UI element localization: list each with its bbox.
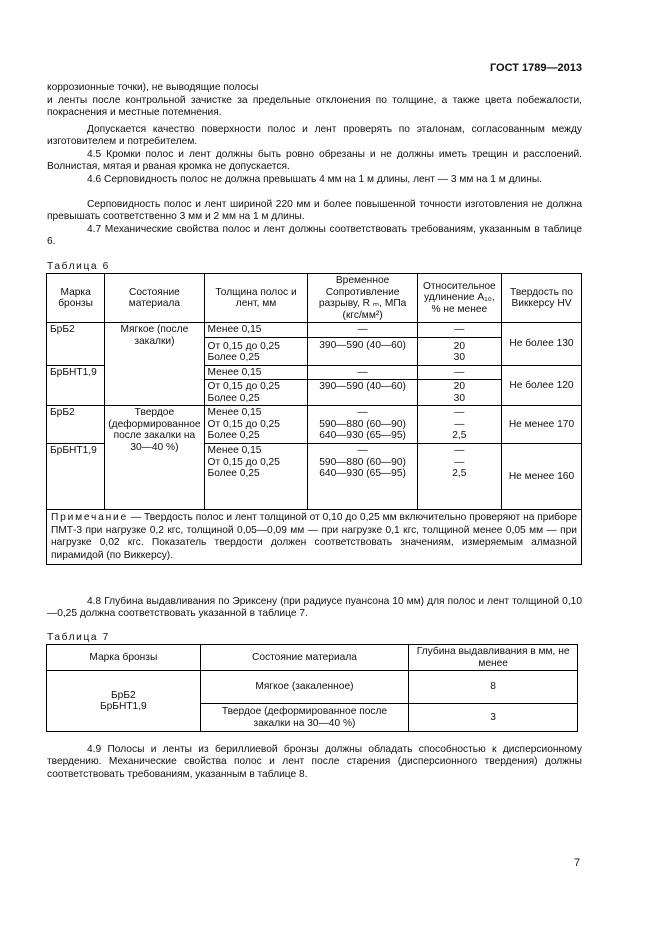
hardness-cell: Не более 120 [501,365,581,406]
paragraph-continuation: коррозионные точки), не выводящие полосы [47,82,259,93]
table-6-caption: Таблица 6 [47,261,110,272]
hardness-cell: Не более 130 [501,323,581,366]
paragraph-camber-precision: Серповидность полос и лент шириной 220 мм и более повышенной точности изготовления не должна превышать соответственно 3 мм и 2 мм на 1 м длины. [47,199,582,223]
paragraph-4-7: 4.7 Механические свойства полос и лент должны соответствовать требованиям, указанным в таблице 6. [47,224,582,248]
thickness-cell: Менее 0,15 От 0,15 до 0,25 Более 0,25 [204,406,308,444]
header-grade: Марка бронзы [47,274,105,323]
thickness-cell: Менее 0,15 [204,323,308,338]
paragraph-4-9: 4.9 Полосы и ленты из бериллиевой бронзы должны обладать способностью к дисперсионному твердению. Механические свойства полос и лент после старения (дисперсионного твердения) должны соответствовать требованиям, указанным в таблице 8. [47,744,582,780]
grade-cell: БрБ2 [47,406,105,444]
thickness-cell: Менее 0,15 От 0,15 до 0,25 Более 0,25 [204,444,308,510]
elongation-cell: — — 2,5 [417,406,501,444]
strength-cell: — [308,323,417,338]
grade-cell: БрБ2 БрБНТ1,9 [47,671,201,732]
paragraph-surface-defects: и ленты после контрольной зачистке за предельные отклонения по толщине, а также цвета побежалости, покраснения и местные потемнения. [47,95,582,119]
document-code: ГОСТ 1789—2013 [489,62,582,74]
thickness-cell: От 0,15 до 0,25 Более 0,25 [204,380,308,406]
grade-cell: БрБНТ1,9 [47,365,105,406]
strength-cell: — 590—880 (60—90) 640—930 (65—95) [308,444,417,510]
header-elongation: Относительное удлинение A₁₀, % не менее [417,274,501,323]
header-grade: Марка бронзы [47,645,201,671]
paragraph-4-6: 4.6 Серповидность полос не должна превышать 4 мм на 1 м длины, лент — 3 мм на 1 м длины. [87,174,542,185]
paragraph-4-5: 4.5 Кромки полос и лент должны быть ровно обрезаны и не должны иметь трещин и расслоений. Волнистая, мятая и рваная кромка не допускается. [47,149,582,173]
table-7-caption: Таблица 7 [47,632,110,643]
state-cell: Твердое (деформированное после закалки на 30—40 %) [105,406,204,510]
elongation-cell: — [417,365,501,380]
hardness-cell: Не менее 160 [501,444,581,510]
header-hardness: Твердость по Виккерсу HV [501,274,581,323]
header-state: Состояние материала [105,274,204,323]
elongation-cell: 20 30 [417,380,501,406]
depth-cell: 8 [409,671,578,704]
strength-cell: 390—590 (40—60) [308,380,417,406]
elongation-cell: — [417,323,501,338]
elongation-cell: 20 30 [417,337,501,365]
grade-cell: БрБНТ1,9 [47,444,105,510]
page-number: 7 [574,857,581,869]
strength-cell: 390—590 (40—60) [308,337,417,365]
table-6-note [47,510,582,565]
note-text: — Твердость полос и лент толщиной от 0,10 до 0,25 мм включительно проверяют на приборе ПМТ-3 при нагрузке 0,2 кгс, толщиной 0,05—0,09 мм — при нагрузке 0,1 кгс, толщиной менее 0,05 мм — при нагрузке 0,02 кгс. Показатель твердости должен соответствовать значениям, измеряемым алмазной пирамидой (по Виккерсу). [51,512,577,561]
table-7 [46,644,578,732]
thickness-cell: Менее 0,15 [204,365,308,380]
header-strength: Временное Сопротивление разрыву, R ₘ, МПа (кгс/мм²) [308,274,417,323]
state-cell: Мягкое (после закалки) [105,323,204,406]
header-depth: Глубина выдавливания в мм, не менее [409,645,578,671]
state-cell: Твердое (деформированное после закалки на 30—40 %) [200,704,409,732]
grade-cell: БрБ2 [47,323,105,366]
strength-cell: — [308,365,417,380]
note-label: Примечание [51,512,128,523]
thickness-cell: От 0,15 до 0,25 Более 0,25 [204,337,308,365]
paragraph-4-8: 4.8 Глубина выдавливания по Эриксену (при радиусе пуансона 10 мм) для полос и лент толщиной 0,10—0,25 должна соответствовать указанной в таблице 7. [47,596,582,620]
strength-cell: — 590—880 (60—90) 640—930 (65—95) [308,406,417,444]
table-6 [46,273,582,565]
elongation-cell: — — 2,5 [417,444,501,510]
hardness-cell: Не менее 170 [501,406,581,444]
header-state: Состояние материала [200,645,409,671]
header-thickness: Толщина полос и лент, мм [204,274,308,323]
paragraph-surface-quality: Допускается качество поверхности полос и лент проверять по эталонам, согласованным между изготовителем и потребителем. [47,124,582,148]
state-cell: Мягкое (закаленное) [200,671,409,704]
depth-cell: 3 [409,704,578,732]
